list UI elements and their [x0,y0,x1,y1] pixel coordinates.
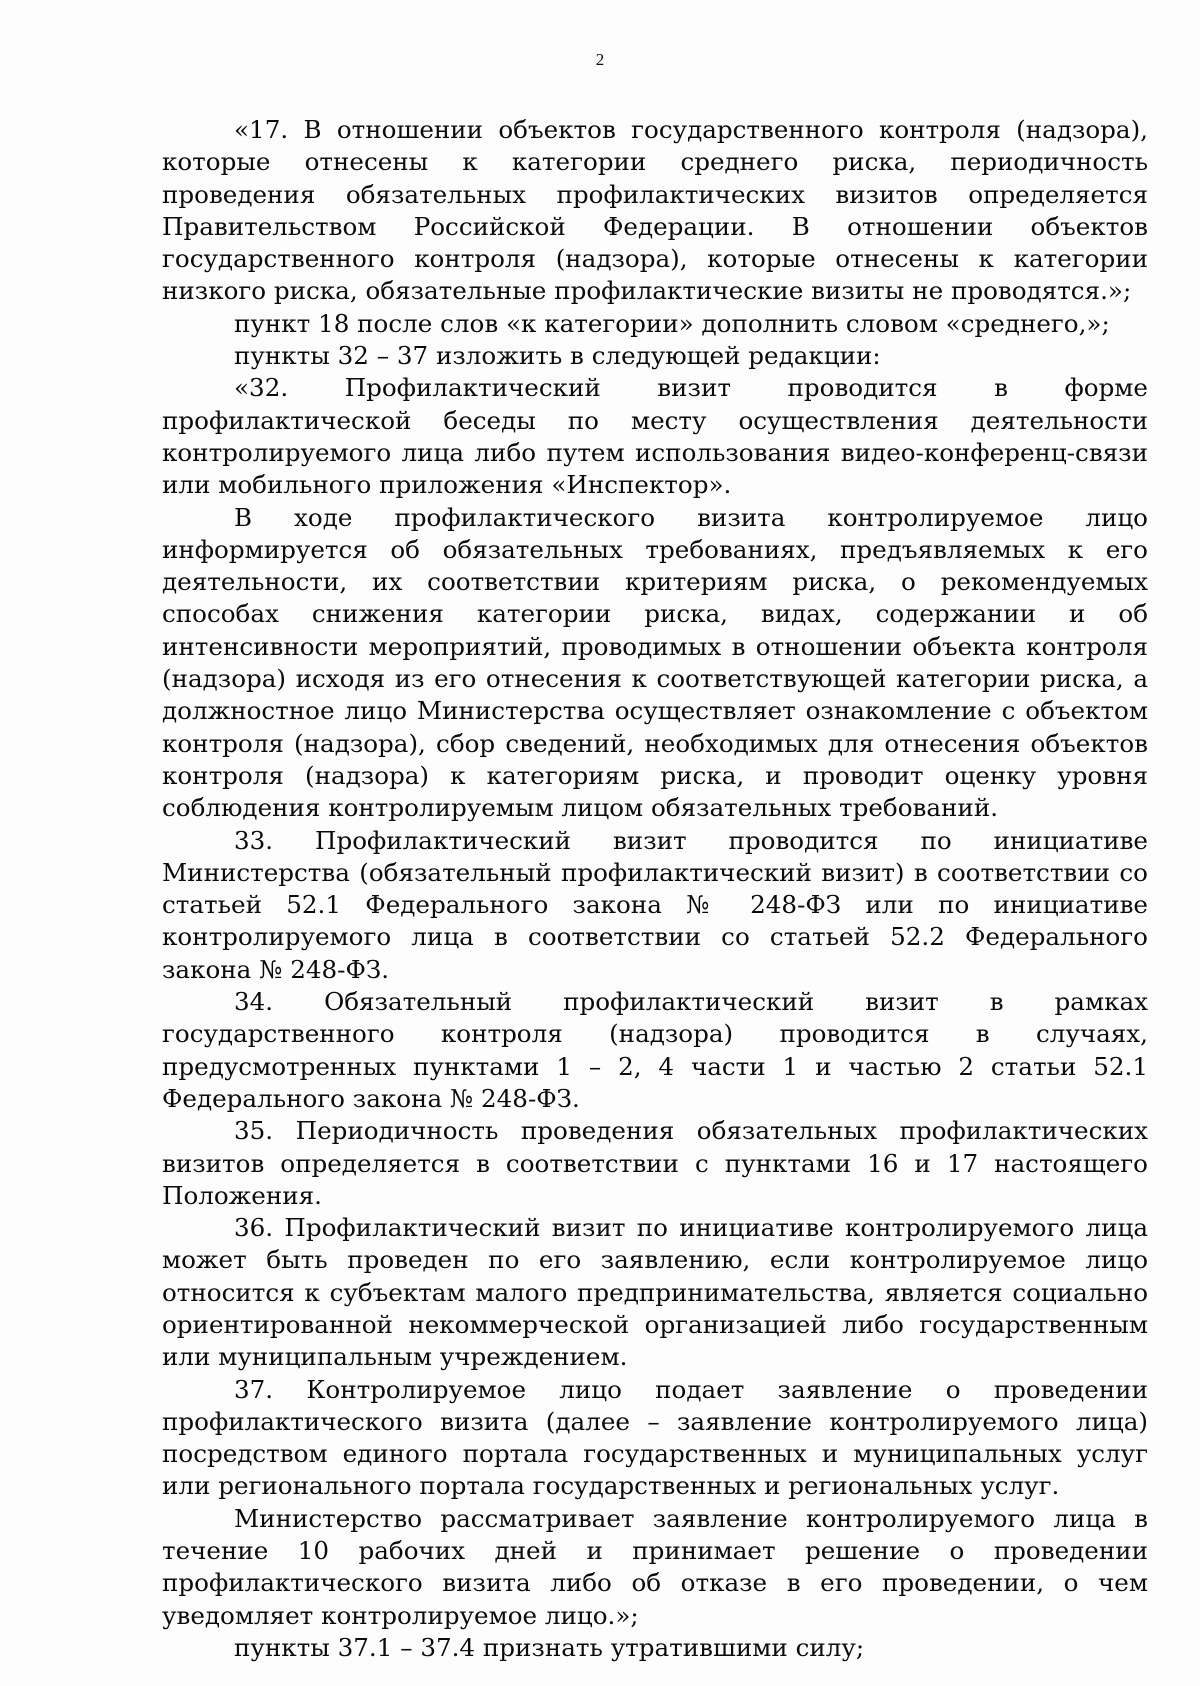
document-body [162,114,1148,1664]
paragraph-items-32-37: пункты 32 – 37 изложить в следующей редакции: [234,341,881,371]
paragraph-37: 37. Контролируемое лицо подает заявление о проведении профилактического визита (далее – заявление контролируемого лица) посредством единого портала государственных и муниципальных услуг или регионального портала государственных и региональных услуг. [162,1374,1148,1501]
page-number: 2 [595,50,605,69]
paragraph-32-continued: В ходе профилактического визита контролируемое лицо информируется об обязательных требованиях, предъявляемых к его деятельности, их соответствии критериям риска, о рекомендуемых способах снижения категории риска, видах, содержании и об интенсивности мероприятий, проводимых в отношении объекта контроля (надзора) исходя из его отнесения к соответствующей категории риска, а должностное лицо Министерства осуществляет ознакомление с объектом контроля (надзора), сбор сведений, необходимых для отнесения объектов контроля (надзора) к категориям риска, и проводит оценку уровня соблюдения контролируемым лицом обязательных требований. [162,502,1148,823]
paragraph-33: 33. Профилактический визит проводится по инициативе Министерства (обязательный профилактический визит) в соответствии со статьей 52.1 Федерального закона № 248-ФЗ или по инициативе контролируемого лица в соответствии со статьей 52.2 Федерального закона № 248-ФЗ. [162,825,1148,984]
paragraph-32: «32. Профилактический визит проводится в форме профилактической беседы по месту осуществления деятельности контролируемого лица либо путем использования видео-конференц-связи или мобильного приложения «Инспектор». [162,373,1148,500]
paragraph-37-continued: Министерство рассматривает заявление контролируемого лица в течение 10 рабочих дней и принимает решение о проведении профилактического визита либо об отказе в его проведении, о чем уведомляет контролируемое лицо.»; [162,1503,1148,1630]
paragraph-34: 34. Обязательный профилактический визит в рамках государственного контроля (надзора) проводится в случаях, предусмотренных пунктами 1 – 2, 4 части 1 и частью 2 статьи 52.1 Федерального закона № 248-ФЗ. [162,987,1148,1113]
paragraph-17: «17. В отношении объектов государственного контроля (надзора), которые отнесены к категории среднего риска, периодичность проведения обязательных профилактических визитов определяется Правительством Российской Федерации. В отношении объектов государственного контроля (надзора), которые отнесены к категории низкого риска, обязательные профилактические визиты не проводятся.»; [162,115,1148,306]
paragraph-items-37-1-37-4: пункты 37.1 – 37.4 признать утратившими силу; [234,1632,865,1662]
paragraph-36: 36. Профилактический визит по инициативе контролируемого лица может быть проведен по его заявлению, если контролируемое лицо относится к субъектам малого предпринимательства, является социально ориентированной некоммерческой организацией либо государственным или муниципальным учреждением. [162,1213,1148,1372]
paragraph-35: 35. Периодичность проведения обязательных профилактических визитов определяется в соответствии с пунктами 16 и 17 настоящего Положения. [162,1116,1148,1210]
paragraph-item-18: пункт 18 после слов «к категории» дополнить словом «среднего,»; [234,308,1110,338]
